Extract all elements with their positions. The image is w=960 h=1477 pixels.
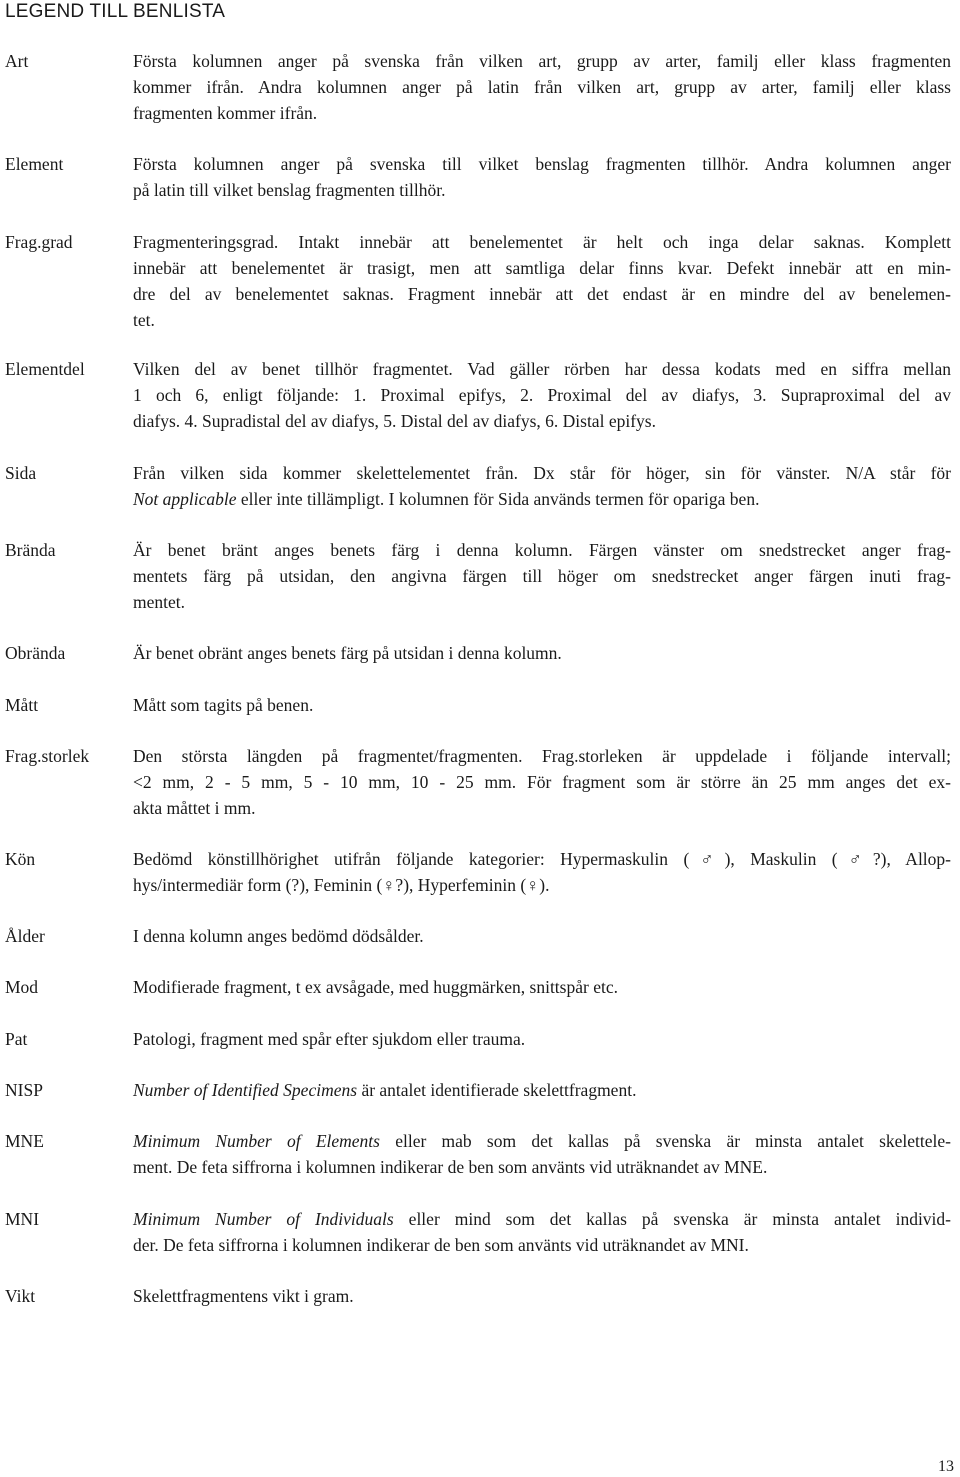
legend-definition: I denna kolumn anges bedömd dödsålder. — [133, 926, 424, 946]
page-number: 13 — [938, 1458, 954, 1475]
legend-definition: Är benet bränt anges benets färg i denna kolumn. Färgen vänster om snedstrecket anger frag- mentets färg på utsidan, den angivna färgen till höger om snedstrecket anger färgen inuti frag- mentet. — [133, 540, 951, 612]
legend-term: Brända — [5, 540, 56, 560]
legend-definition: Är benet obränt anges benets färg på utsidan i denna kolumn. — [133, 643, 562, 663]
legend-term: Frag.storlek — [5, 746, 90, 766]
legend-definition: Första kolumnen anger på svenska till vilket benslag fragmenten tillhör. Andra kolumnen anger på latin till vilket benslag fragmenten tillhör. — [133, 154, 951, 200]
legend-term: MNE — [5, 1131, 44, 1151]
legend-term: NISP — [5, 1080, 43, 1100]
legend-term: Vikt — [5, 1286, 36, 1306]
legend-term: Mod — [5, 977, 39, 997]
legend-definition: Patologi, fragment med spår efter sjukdom eller trauma. — [133, 1029, 526, 1049]
legend-definition: Första kolumnen anger på svenska från vilken art, grupp av arter, familj eller klass fragmenten kommer ifrån. Andra kolumnen anger på latin från vilken art, grupp av arter, familj eller klass fragmenten kommer ifrån. — [133, 51, 951, 123]
legend-definition: Den största längden på fragmentet/fragmenten. Frag.storleken är uppdelade i följande intervall; <2 mm, 2 - 5 mm, 5 - 10 mm, 10 - 25 mm. För fragment som är större än 25 mm anges det ex- akta måttet i mm. — [133, 746, 951, 818]
legend-term: Frag.grad — [5, 232, 73, 252]
legend-term: Ålder — [5, 926, 45, 946]
legend-definition: Från vilken sida kommer skelettelementet från. Dx står för höger, sin för vänster. N/A står för Not applicable eller inte tillämpligt. I kolumnen för Sida används termen för opariga ben. — [133, 463, 951, 509]
legend-term: Mått — [5, 695, 39, 715]
page-heading: LEGEND TILL BENLISTA — [5, 1, 226, 22]
legend-definition: Minimum Number of Elements eller mab som det kallas på svenska är minsta antalet skelettele- ment. De feta siffrorna i kolumnen indikerar de ben som använts vid uträknandet av MNE. — [133, 1131, 951, 1177]
legend-definition: Modifierade fragment, t ex avsågade, med huggmärken, snittspår etc. — [133, 977, 618, 997]
legend-term: Element — [5, 154, 64, 174]
legend-definition: Fragmenteringsgrad. Intakt innebär att benelementet är helt och inga delar saknas. Komplett innebär att benelementet är trasigt, men att samtliga delar finns kvar. Defekt innebär att en min- dre del av benelementet saknas. Fragment innebär att det endast är en mindre del av benelemen- tet. — [133, 232, 951, 330]
legend-term: Obrända — [5, 643, 66, 663]
legend-term: MNI — [5, 1209, 40, 1229]
legend-term: Pat — [5, 1029, 28, 1049]
legend-definition: Bedömd könstillhörighet utifrån följande kategorier: Hypermaskulin (♂), Maskulin (♂?), Allop- hys/intermediär form (?), Feminin (♀?), Hyperfeminin (♀). — [133, 849, 951, 895]
legend-definition: Minimum Number of Individuals eller mind som det kallas på svenska är minsta antalet individ- der. De feta siffrorna i kolumnen indikerar de ben som använts vid uträknandet av MNI. — [133, 1209, 951, 1255]
legend-term: Sida — [5, 463, 37, 483]
legend-definition: Skelettfragmentens vikt i gram. — [133, 1286, 354, 1306]
legend-term: Art — [5, 51, 29, 71]
legend-term: Kön — [5, 849, 36, 869]
legend-definition: Mått som tagits på benen. — [133, 695, 314, 715]
legend-term: Elementdel — [5, 359, 85, 379]
legend-definition: Vilken del av benet tillhör fragmentet. Vad gäller rörben har dessa kodats med en siffra mellan 1 och 6, enligt följande: 1. Proximal epifys, 2. Proximal del av diafys, 3. Supraproximal del av diafys. 4. Supradistal del av diafys, 5. Distal del av diafys, 6. Distal epifys. — [133, 359, 951, 431]
legend-definition: Number of Identified Specimens är antalet identifierade skelettfragment. — [133, 1080, 637, 1100]
